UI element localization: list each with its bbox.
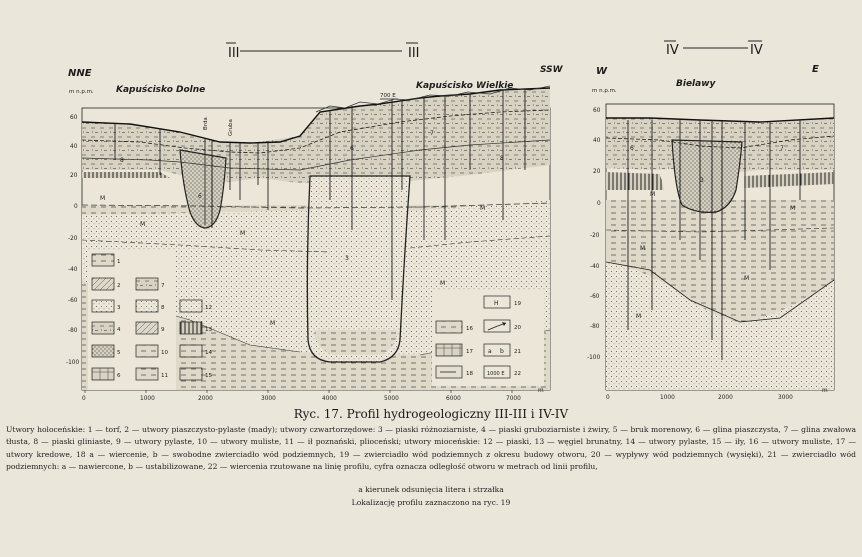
svg-text:0: 0 — [82, 396, 86, 402]
svg-text:3000: 3000 — [261, 396, 276, 402]
svg-text:M: M — [480, 205, 486, 212]
legend-symbol-21a: a — [488, 348, 492, 355]
svg-text:0: 0 — [74, 204, 78, 210]
section-title-IV — [664, 41, 763, 58]
svg-text:16: 16 — [466, 326, 473, 332]
svg-text:11: 11 — [161, 373, 168, 379]
svg-text:22: 22 — [514, 371, 521, 377]
svg-text:3: 3 — [117, 305, 121, 311]
svg-text:0: 0 — [597, 201, 601, 207]
svg-text:20: 20 — [593, 169, 601, 175]
svg-text:1000: 1000 — [140, 396, 155, 402]
legend-swatches-right — [432, 290, 544, 386]
svg-text:60: 60 — [70, 115, 78, 121]
svg-text:M: M — [744, 275, 750, 282]
svg-text:-20: -20 — [68, 236, 78, 242]
svg-text:-80: -80 — [68, 328, 78, 334]
svg-text:M: M — [100, 195, 106, 202]
svg-text:12: 12 — [205, 305, 212, 311]
svg-text:-40: -40 — [68, 267, 78, 273]
svg-text:0: 0 — [606, 395, 610, 401]
svg-text:7: 7 — [780, 145, 784, 152]
profile2-y-axis — [587, 108, 601, 361]
svg-text:-100: -100 — [66, 360, 80, 366]
svg-text:M: M — [240, 230, 246, 237]
svg-text:-40: -40 — [590, 264, 600, 270]
svg-text:14: 14 — [205, 350, 212, 356]
svg-text:1: 1 — [117, 259, 121, 265]
svg-text:10: 10 — [161, 350, 168, 356]
svg-text:8: 8 — [161, 305, 165, 311]
svg-text:2: 2 — [117, 283, 121, 289]
svg-text:20: 20 — [70, 173, 78, 179]
direction-ssw: SSW — [540, 65, 563, 75]
well-label-brda: Brda — [203, 117, 209, 130]
svg-text:M: M — [640, 245, 646, 252]
svg-text:60: 60 — [593, 108, 601, 114]
elevation-unit-2: m n.p.m. — [592, 88, 617, 94]
svg-text:6000: 6000 — [446, 396, 461, 402]
direction-w: W — [596, 66, 608, 77]
svg-text:M: M — [650, 191, 656, 198]
figure-caption: Ryc. 17. Profil hydrogeologiczny III-III i IV-IV — [293, 407, 569, 421]
svg-text:M: M — [636, 313, 642, 320]
place-kapuscisko-wielkie: Kapuścisko Wielkie — [416, 81, 514, 91]
svg-text:19: 19 — [514, 301, 521, 307]
svg-text:m: m — [822, 388, 828, 394]
svg-text:4000: 4000 — [322, 396, 337, 402]
svg-text:15: 15 — [205, 373, 212, 379]
marker-700e: 700 E — [380, 93, 396, 99]
svg-text:7: 7 — [430, 130, 434, 137]
svg-text:3: 3 — [345, 255, 349, 262]
svg-text:3: 3 — [700, 177, 704, 184]
legend-symbol-19: H — [494, 300, 499, 307]
profile-IV-IV — [587, 64, 834, 401]
svg-text:1000: 1000 — [660, 395, 675, 401]
svg-text:17: 17 — [466, 349, 473, 355]
direction-e: E — [812, 64, 819, 75]
direction-nne: NNE — [68, 68, 92, 79]
legend-description: Utwory holoceńskie: 1 — torf, 2 — utwory piaszczysto-pylaste (mady); utwory czwartorzędowe: 3 — piaski różnoziarniste, 4 — piaski gruboziarniste i żwiry, 5 — bruk morenowy, 6 — glina piaszczysta, 7 — glina zwałowa tłusta, 8 — piaski gliniaste, 9 — utwory pylaste, 10 — utwory muliste, 11 — ił poznański, plioceński; utwory mioceńskie: 12 — piaski, 13 — węgiel brunatny, 14 — utwory pylaste, 15 — iły, 16 — utwory muliste, 17 — utwory kredowe, 18 a — wiercenie, b — swobodne zwierciadło wód podziemnych, 19 — zwierciadło wód podziemnych z okresu budowy otworu, 20 — wypływy wód podziemnych (wysięki), 21 — zwierciadło wód podziemnych: a — nawiercone, b — ustabilizowane, 22 — wiercenia rzutowane na linię profilu, cyfra oznacza odległość otworu w metrach od linii profilu, — [6, 425, 856, 472]
svg-text:20: 20 — [514, 325, 521, 331]
legend-symbol-21b: b — [500, 348, 504, 355]
svg-text:M: M — [140, 221, 146, 228]
svg-text:4: 4 — [117, 327, 121, 333]
svg-text:6: 6 — [198, 193, 202, 200]
svg-text:-60: -60 — [68, 298, 78, 304]
svg-text:-100: -100 — [587, 355, 601, 361]
svg-text:6: 6 — [350, 145, 354, 152]
place-kapuscisko-dolne: Kapuścisko Dolne — [116, 85, 206, 95]
svg-text:m: m — [538, 388, 544, 394]
svg-text:13: 13 — [205, 327, 212, 333]
profile1-y-axis — [66, 115, 79, 366]
section-title-III — [226, 43, 420, 61]
svg-text:IV: IV — [750, 43, 763, 58]
svg-text:M: M — [790, 205, 796, 212]
svg-text:8: 8 — [500, 155, 504, 162]
svg-text:18: 18 — [466, 371, 473, 377]
svg-text:M: M — [270, 320, 276, 327]
svg-text:-60: -60 — [590, 294, 600, 300]
elevation-unit: m n.p.m. — [69, 89, 94, 95]
svg-text:-80: -80 — [590, 324, 600, 330]
svg-text:5: 5 — [117, 350, 121, 356]
svg-text:5000: 5000 — [384, 396, 399, 402]
svg-text:21: 21 — [514, 349, 521, 355]
svg-text:2000: 2000 — [718, 395, 733, 401]
legend-symbol-22: 1000 E — [487, 371, 505, 377]
svg-text:7000: 7000 — [506, 396, 521, 402]
well-label-gruba: Gruba — [228, 119, 234, 136]
svg-text:III: III — [228, 46, 240, 61]
svg-text:M: M — [440, 280, 446, 287]
svg-text:7: 7 — [161, 283, 165, 289]
svg-text:III: III — [408, 46, 420, 61]
svg-text:40: 40 — [70, 144, 78, 150]
legend-note-arrow: a kierunek odsunięcia litera i strzałka — [358, 485, 504, 494]
location-note: Lokalizację profilu zaznaczono na ryc. 19 — [351, 498, 511, 507]
svg-text:6: 6 — [117, 373, 121, 379]
svg-text:8: 8 — [120, 157, 124, 164]
svg-text:IV: IV — [666, 43, 679, 58]
svg-text:2000: 2000 — [198, 396, 213, 402]
svg-text:6: 6 — [630, 145, 634, 152]
svg-text:-20: -20 — [590, 233, 600, 239]
svg-text:40: 40 — [593, 138, 601, 144]
place-bielawy: Bielawy — [676, 79, 716, 89]
svg-text:9: 9 — [161, 327, 165, 333]
svg-text:3000: 3000 — [778, 395, 793, 401]
